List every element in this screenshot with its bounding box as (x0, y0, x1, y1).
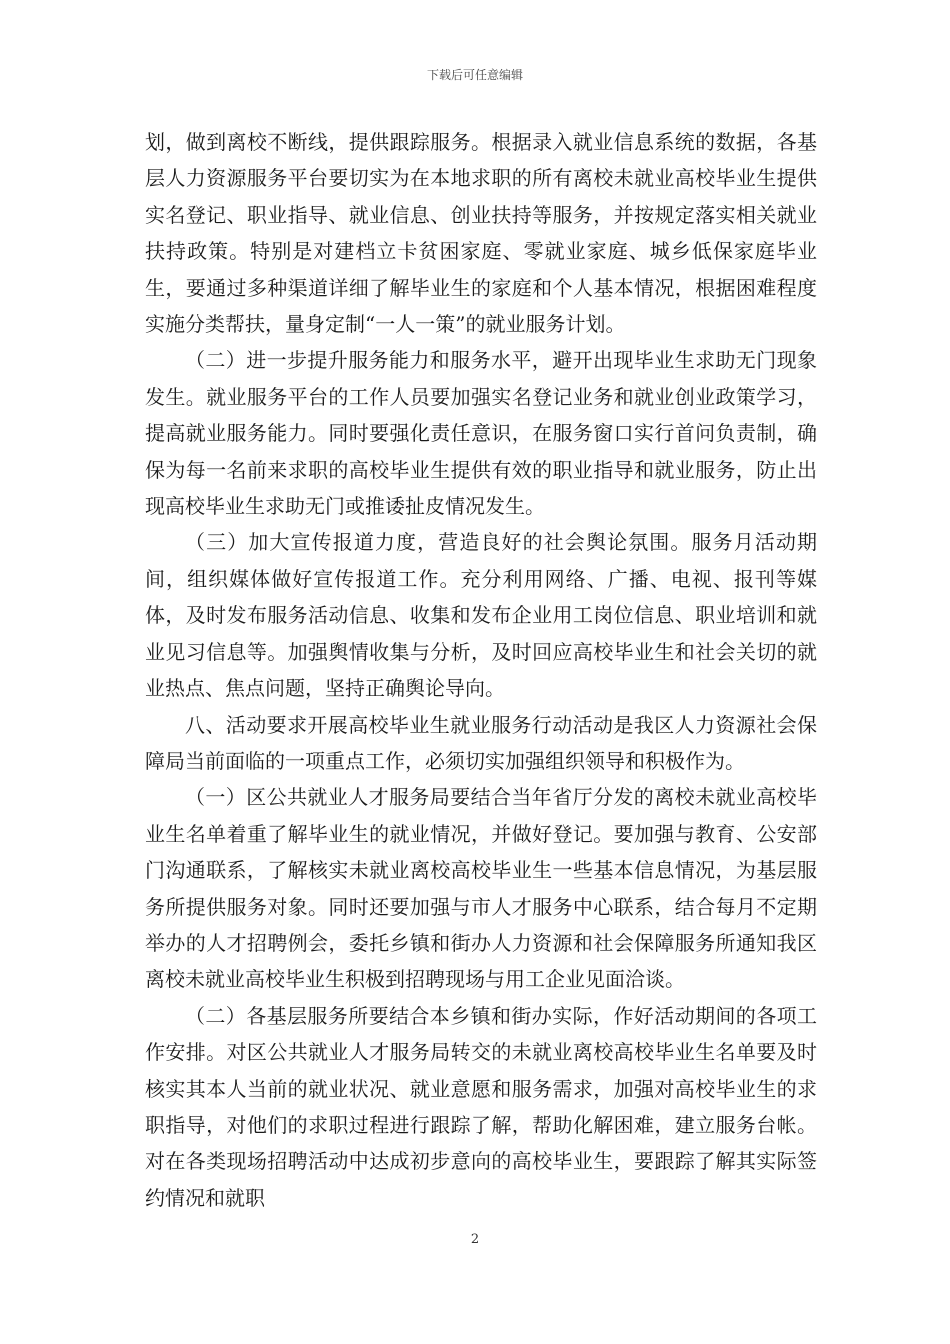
paragraph-publicity: （三）加大宣传报道力度，营造良好的社会舆论氛围。服务月活动期间，组织媒体做好宣传报道工作。充分利用网络、广播、电视、报刊等媒体，及时发布服务活动信息、收集和发布企业用工岗位信息、职业培训和就业见习信息等。加强舆情收集与分析，及时回应高校毕业生和社会关切的就业热点、焦点问题，坚持正确舆论导向。 (145, 530, 817, 701)
paragraph-continued: 划，做到离校不断线，提供跟踪服务。根据录入就业信息系统的数据，各基层人力资源服务平台要切实为在本地求职的所有离校未就业高校毕业生提供实名登记、职业指导、就业信息、创业扶持等服务，并按规定落实相关就业扶持政策。特别是对建档立卡贫困家庭、零就业家庭、城乡低保家庭毕业生，要通过多种渠道详细了解毕业生的家庭和个人基本情况，根据困难程度实施分类帮扶，量身定制“一人一策”的就业服务计划。 (145, 130, 817, 337)
paragraph-grassroots-offices: （二）各基层服务所要结合本乡镇和街办实际，作好活动期间的各项工作安排。对区公共就业人才服务局转交的未就业离校高校毕业生名单要及时核实其本人当前的就业状况、就业意愿和服务需求，加强对高校毕业生的求职指导，对他们的求职过程进行跟踪了解，帮助化解困难，建立服务台帐。对在各类现场招聘活动中达成初步意向的高校毕业生，要跟踪了解其实际签约情况和就职 (145, 1003, 817, 1210)
page-header: 下载后可任意编辑 (426, 68, 523, 82)
paragraph-activity-requirements: 八、活动要求开展高校毕业生就业服务行动活动是我区人力资源社会保障局当前面临的一项重点工作，必须切实加强组织领导和积极作为。 (145, 712, 817, 773)
document-body (145, 124, 817, 1216)
page-number: 2 (470, 1232, 480, 1247)
paragraph-district-bureau: （一）区公共就业人才服务局要结合当年省厅分发的离校未就业高校毕业生名单着重了解毕业生的就业情况，并做好登记。要加强与教育、公安部门沟通联系，了解核实未就业离校高校毕业生一些基本信息情况，为基层服务所提供服务对象。同时还要加强与市人才服务中心联系，结合每月不定期举办的人才招聘例会，委托乡镇和街办人力资源和社会保障服务所通知我区离校未就业高校毕业生积极到招聘现场与用工企业见面洽谈。 (145, 785, 817, 992)
paragraph-service-capacity: （二）进一步提升服务能力和服务水平，避开出现毕业生求助无门现象发生。就业服务平台的工作人员要加强实名登记业务和就业创业政策学习，提高就业服务能力。同时要强化责任意识，在服务窗口实行首问负责制，确保为每一名前来求职的高校毕业生提供有效的职业指导和就业服务，防止出现高校毕业生求助无门或推诿扯皮情况发生。 (145, 348, 817, 519)
